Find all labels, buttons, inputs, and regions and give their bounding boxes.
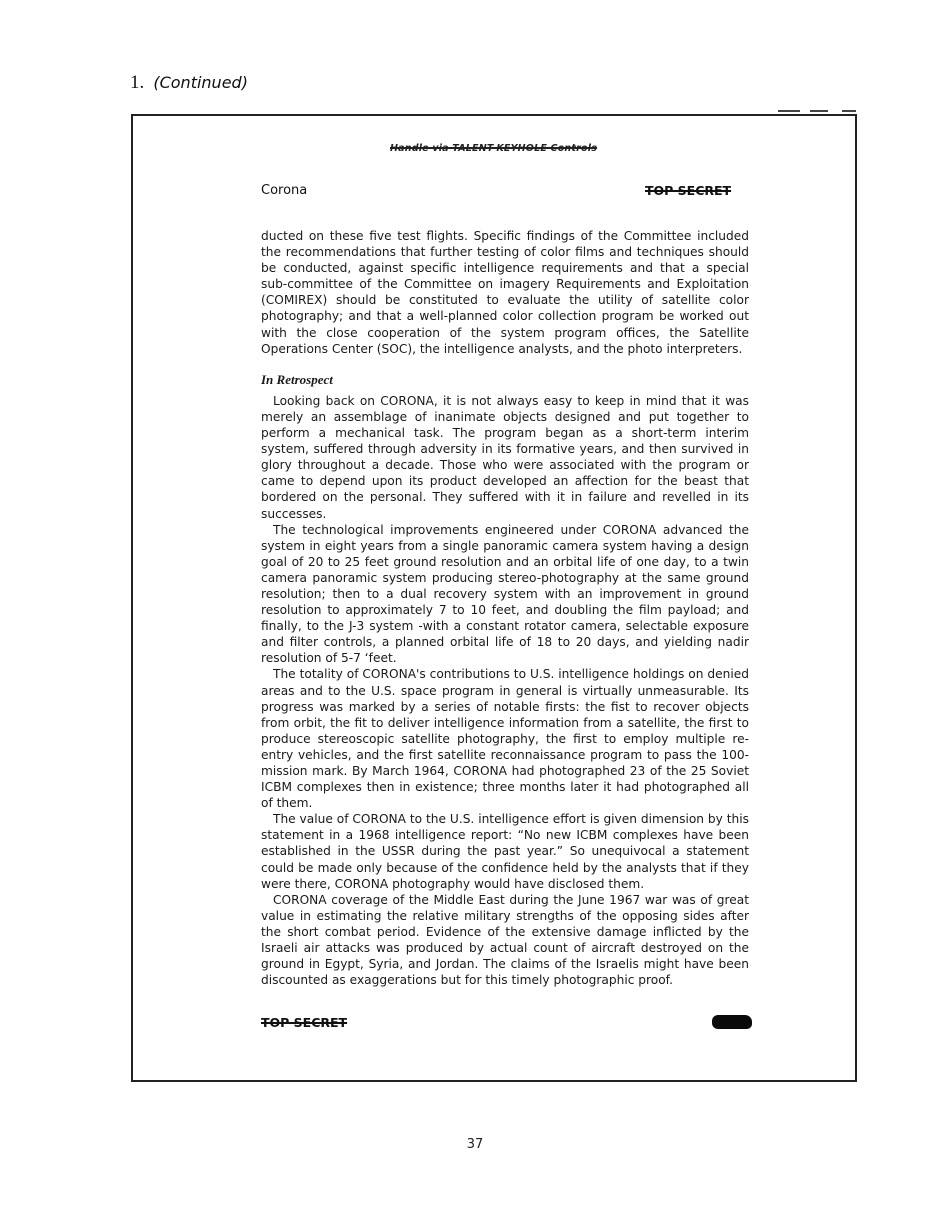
paragraph-middle-east: CORONA coverage of the Middle East during the June 1967 war was of great value in estimating the relative military strengths of the opposing sides after the short combat period. Evidence of the extensive damage inflicted by the Israeli air attacks was produced by actual count of aircraft destroyed on the ground in Egypt, Syria, and Jordan. The claims of the Israelis might have been discounted as exaggerations but for this timely photographic proof. xyxy=(261,892,749,988)
paragraph-looking-back: Looking back on CORONA, it is not always easy to keep in mind that it was merely an assemblage of inanimate objects designed and put together to perform a mechanical task. The program began as a short-term interim system, suffered through adversity in its formative years, and then survived in glory throughout a decade. Those who were associated with the program or came to depend upon its product developed an affection for the beast that bordered on the personal. They suffered with it in failure and revelled in its successes. xyxy=(261,393,749,521)
section-heading xyxy=(130,72,248,94)
section-number: 1. xyxy=(130,72,145,93)
classification-marking-bottom: TOP SECRET xyxy=(261,1015,348,1030)
redaction-mark xyxy=(712,1015,752,1029)
program-name: Corona xyxy=(261,183,308,198)
paragraph-value: The value of CORONA to the U.S. intelligence effort is given dimension by this statement in a 1968 intelligence report: “No new ICBM complexes have been established in the USSR during the past year.” So unequivocal a statement could be made only because of the confidence held by the analysts that if they were there, CORONA photography would have disclosed them. xyxy=(261,812,749,891)
document-body xyxy=(261,228,749,988)
subheading-in-retrospect: In Retrospect xyxy=(261,371,333,387)
classification-marking-top: TOP SECRET xyxy=(645,183,732,198)
paragraph-totality: The totality of CORONA's contributions to U.S. intelligence holdings on denied areas and to the U.S. space program in general is virtually unmeasurable. Its progress was marked by a series of notable firsts: the fist to recover objects from orbit, the fit to deliver intelligence information from a satellite, the first to produce stereoscopic satellite photography, the first to employ multiple re-entry vehicles, and the first satellite reconnaissance program to pass the 100-mission mark. By March 1964, CORONA had photographed 23 of the 25 Soviet ICBM complexes then in existence; three months later it had photographed all of them. xyxy=(261,667,749,811)
handling-caveat: Handle via TALENT-KEYHOLE Controls xyxy=(390,143,598,154)
paragraph-technological-improvements: The technological improvements engineered under CORONA advanced the system in eight years from a single panoramic camera system having a design goal of 20 to 25 feet ground resolution and an orbital life of one day, to a twin camera panoramic system producing stereo-photography at the same ground resolution; then to a dual recovery system with an improvement in ground resolution to approximately 7 to 10 feet, and doubling the film payload; and finally, to the J-3 system -with a constant rotator camera, selectable exposure and filter controls, a planned orbital life of 18 to 20 days, and yielding nadir resolution of 5-7 ‘feet. xyxy=(261,522,749,666)
page-number: 37 xyxy=(466,1137,484,1152)
paragraph-continued: ducted on these five test flights. Specific findings of the Committee included the recommendations that further testing of color films and techniques should be conducted, against specific intelligence requirements and that a special sub-committee of the Committee on imagery Requirements and Exploitation (COMIREX) should be constituted to evaluate the utility of satellite color photography; and that a well-planned color collection program be worked out with the close cooperation of the system program offices, the Satellite Operations Center (SOC), the intelligence analysts, and the photo interpreters. xyxy=(261,229,749,356)
top-edge-marks xyxy=(778,110,858,113)
section-continued-label: (Continued) xyxy=(153,73,248,92)
